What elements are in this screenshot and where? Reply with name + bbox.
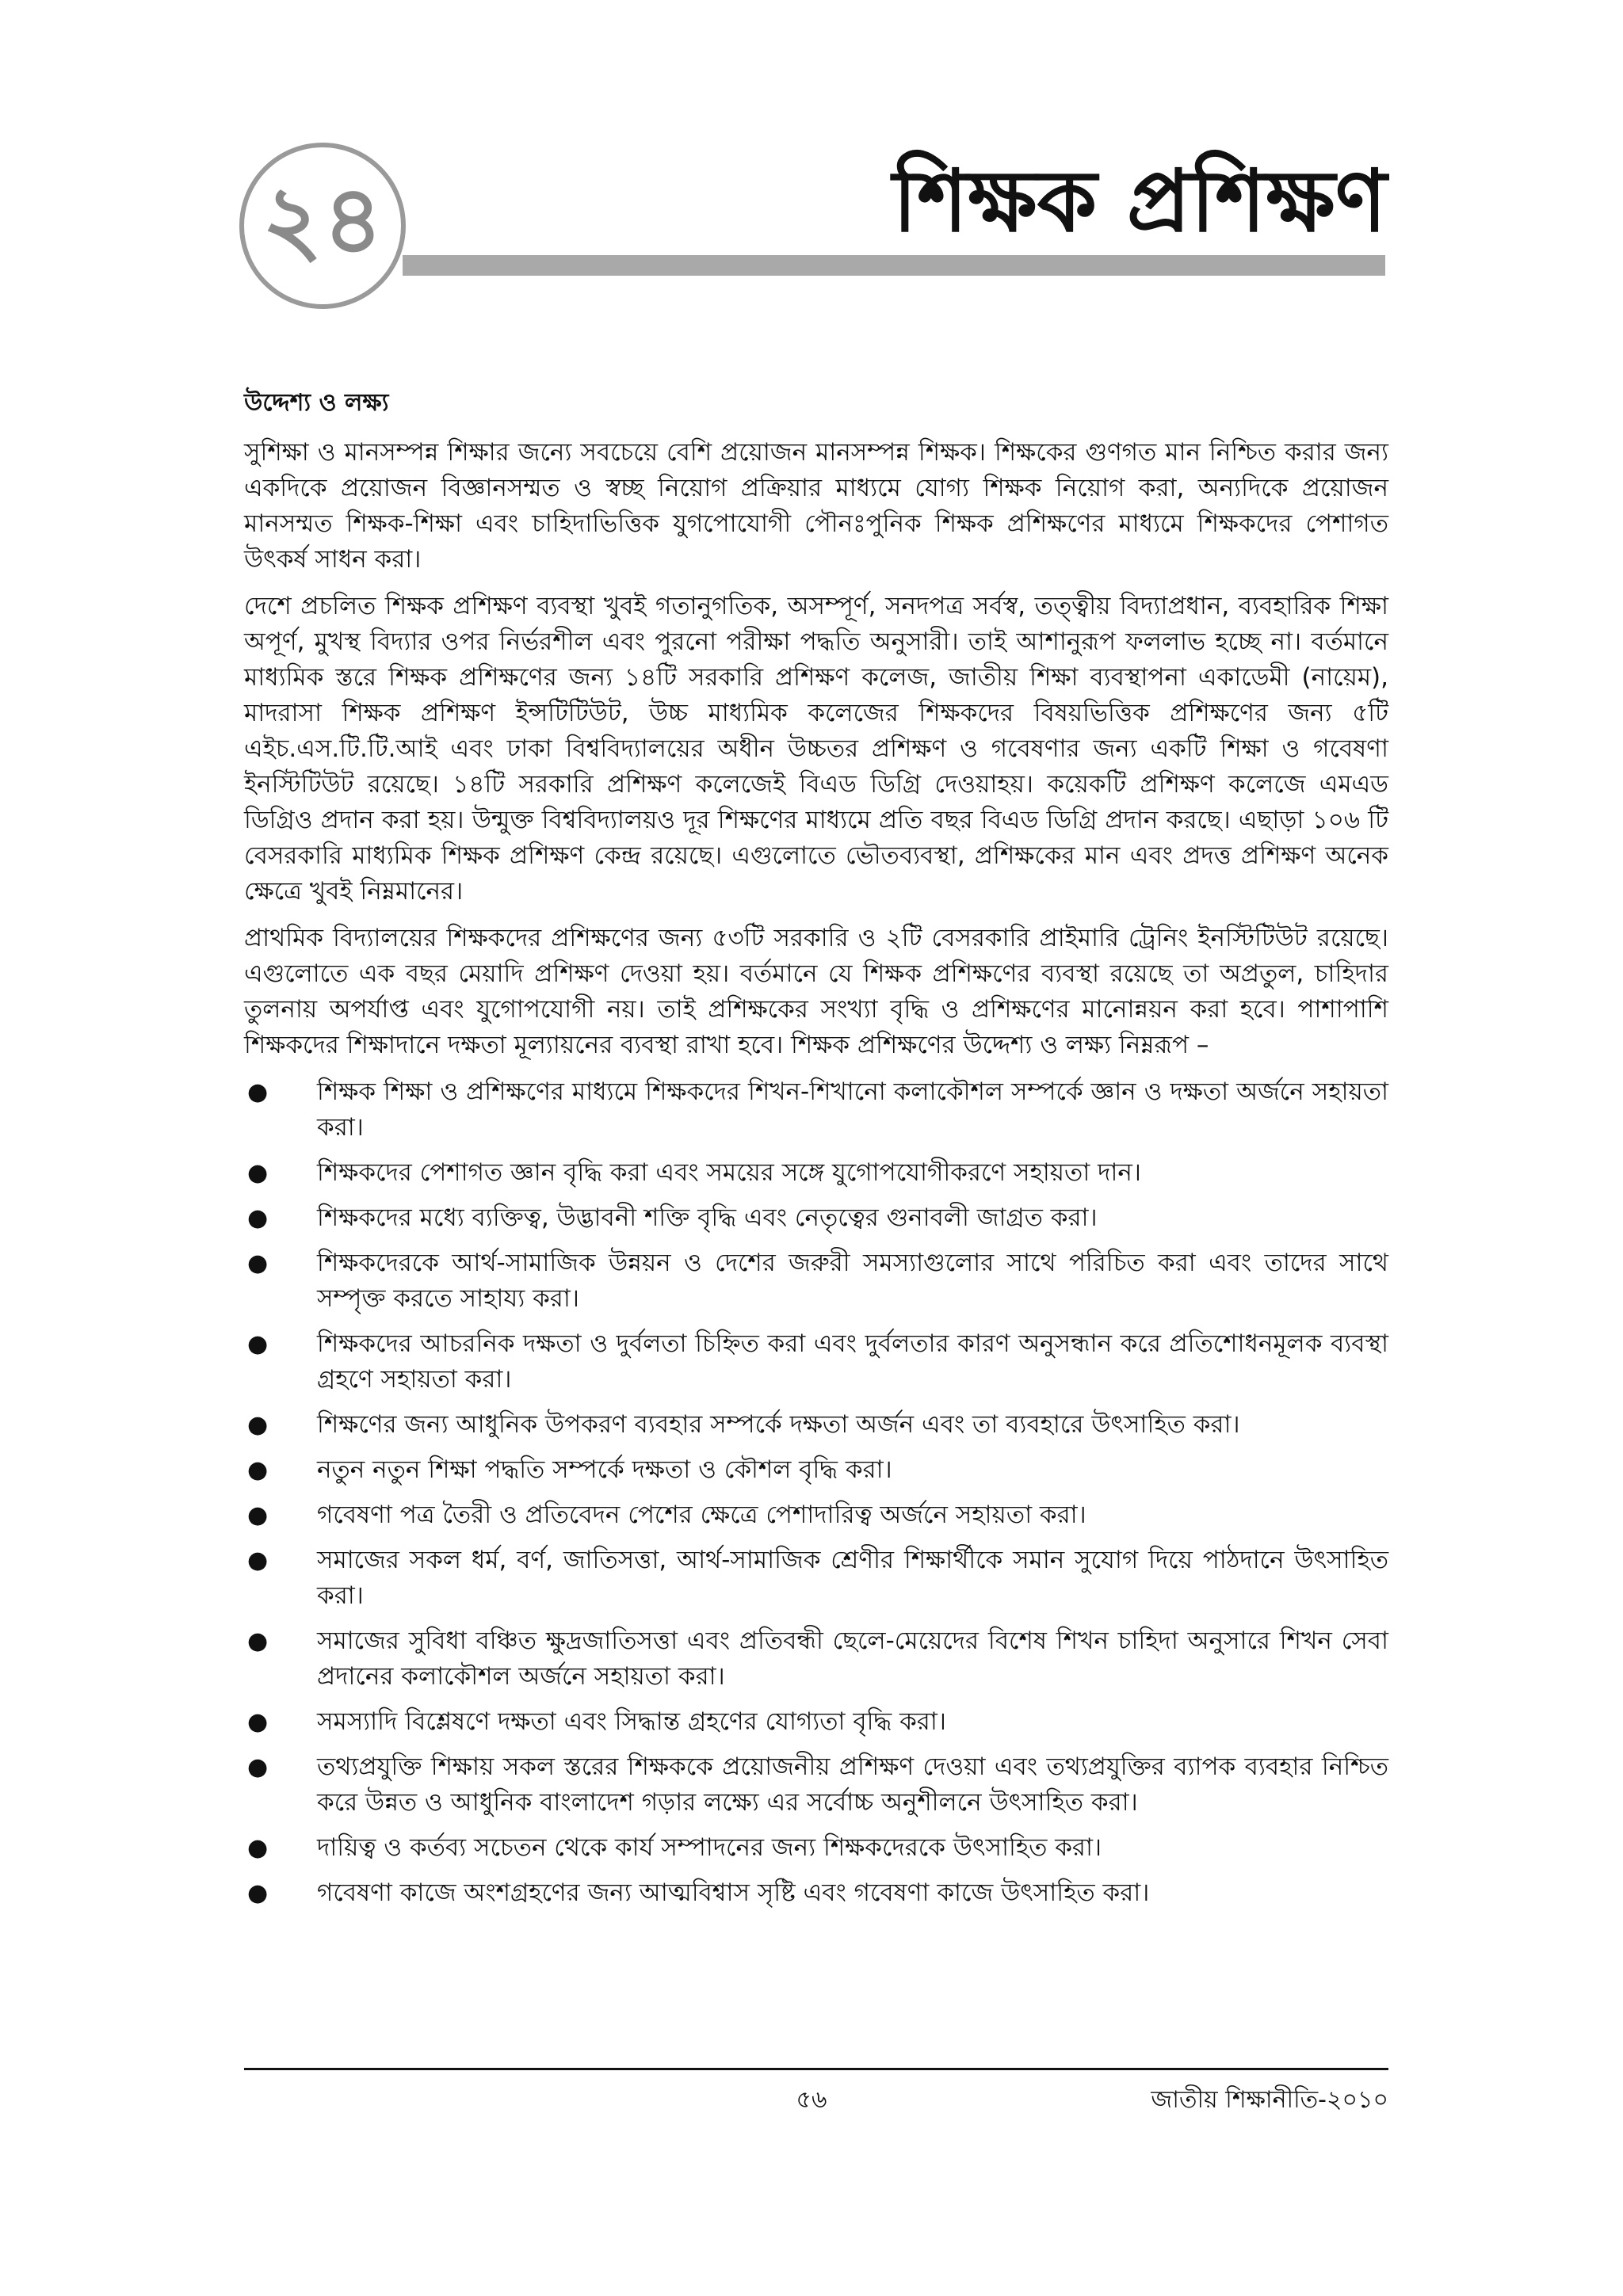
bullet-icon: ● (247, 1456, 269, 1484)
list-item-text: শিক্ষণের জন্য আধুনিক উপকরণ ব্যবহার সম্পর্কে দক্ষতা অর্জন এবং তা ব্যবহারে উৎসাহিত করা। (317, 1410, 1240, 1439)
bullet-icon: ● (247, 1078, 269, 1106)
list-item (244, 1155, 1388, 1191)
bullet-icon: ● (247, 1204, 269, 1232)
list-item (244, 1830, 1388, 1866)
list-item (244, 1245, 1388, 1317)
bullet-icon: ● (247, 1708, 269, 1736)
objectives-list (244, 1074, 1388, 1911)
list-item-text: সমস্যাদি বিশ্লেষণে দক্ষতা এবং সিদ্ধান্ত গ্রহণের যোগ্যতা বৃদ্ধি করা। (317, 1707, 946, 1736)
list-item-text: নতুন নতুন শিক্ষা পদ্ধতি সম্পর্কে দক্ষতা ও কৌশল বৃদ্ধি করা। (317, 1455, 892, 1484)
list-item-text: গবেষণা কাজে অংশগ্রহণের জন্য আত্মবিশ্বাস সৃষ্টি এবং গবেষণা কাজে উৎসাহিত করা। (317, 1878, 1150, 1907)
chapter-number: ২৪ (262, 164, 384, 274)
page-content (244, 383, 1388, 1920)
footer-divider (244, 2068, 1388, 2070)
list-item-text: সমাজের সুবিধা বঞ্চিত ক্ষুদ্রজাতিসত্তা এবং প্রতিবন্ধী ছেলে-মেয়েদের বিশেষ শিখন চাহিদা অনুসারে শিখন সেবা প্রদানের কলাকৌশল অর্জনে সহায়তা করা। (317, 1627, 1388, 1691)
list-item (244, 1623, 1388, 1695)
list-item-text: শিক্ষক শিক্ষা ও প্রশিক্ষণের মাধ্যমে শিক্ষকদের শিখন-শিখানো কলাকৌশল সম্পর্কে জ্ঞান ও দক্ষতা অর্জনে সহায়তা করা। (317, 1077, 1388, 1142)
paragraph: প্রাথমিক বিদ্যালয়ের শিক্ষকদের প্রশিক্ষণের জন্য ৫৩টি সরকারি ও ২টি বেসরকারি প্রাইমারি ট্রেনিং ইনস্টিটিউট রয়েছে। এগুলোতে এক বছর মেয়াদি প্রশিক্ষণ দেওয়া হয়। বর্তমানে যে শিক্ষক প্রশিক্ষণের ব্যবস্থা রয়েছে তা অপ্রতুল, চাহিদার তুলনায় অপর্যাপ্ত এবং যুগোপযোগী নয়। তাই প্রশিক্ষকের সংখ্যা বৃদ্ধি ও প্রশিক্ষণের মানোন্নয়ন করা হবে। পাশাপাশি শিক্ষকদের শিক্ষাদানে দক্ষতা মূল্যায়নের ব্যবস্থা রাখা হবে। শিক্ষক প্রশিক্ষণের উদ্দেশ্য ও লক্ষ্য নিম্নরূপ – (244, 924, 1388, 1059)
bullet-icon: ● (247, 1834, 269, 1862)
paragraph: দেশে প্রচলিত শিক্ষক প্রশিক্ষণ ব্যবস্থা খুবই গতানুগতিক, অসম্পূর্ণ, সনদপত্র সর্বস্ব, তত্ত্বীয় বিদ্যাপ্রধান, ব্যবহারিক শিক্ষা অপূর্ণ, মুখস্থ বিদ্যার ওপর নির্ভরশীল এবং পুরনো পরীক্ষা পদ্ধতি অনুসারী। তাই আশানুরূপ ফললাভ হচ্ছে না। বর্তমানে মাধ্যমিক স্তরে শিক্ষক প্রশিক্ষণের জন্য ১৪টি সরকারি প্রশিক্ষণ কলেজ, জাতীয় শিক্ষা ব্যবস্থাপনা একাডেমী (নায়েম), মাদরাসা শিক্ষক প্রশিক্ষণ ইন্সটিটিউট, উচ্চ মাধ্যমিক কলেজের শিক্ষকদের বিষয়ভিত্তিক প্রশিক্ষণের জন্য ৫টি এইচ.এস.টি.টি.আই এবং ঢাকা বিশ্ববিদ্যালয়ের অধীন উচ্চতর প্রশিক্ষণ ও গবেষণার জন্য একটি শিক্ষা ও গবেষণা ইনস্টিটিউট রয়েছে। ১৪টি সরকারি প্রশিক্ষণ কলেজেই বিএড ডিগ্রি দেওয়াহয়। কয়েকটি প্রশিক্ষণ কলেজে এমএড ডিগ্রিও প্রদান করা হয়। উন্মুক্ত বিশ্ববিদ্যালয়ও দূর শিক্ষণের মাধ্যমে প্রতি বছর বিএড ডিগ্রি প্রদান করছে। এছাড়া ১০৬ টি বেসরকারি মাধ্যমিক শিক্ষক প্রশিক্ষণ কেন্দ্র রয়েছে। এগুলোতে ভৌতব্যবস্থা, প্রশিক্ষকের মান এবং প্রদত্ত প্রশিক্ষণ অনেক ক্ষেত্রে খুবই নিম্নমানের। (244, 592, 1388, 906)
bullet-icon: ● (247, 1547, 269, 1574)
footer-source: জাতীয় শিক্ষানীতি-২০১০ (1151, 2086, 1388, 2114)
list-item-text: শিক্ষকদের পেশাগত জ্ঞান বৃদ্ধি করা এবং সময়ের সঙ্গে যুগোপযোগীকরণে সহায়তা দান। (317, 1158, 1141, 1187)
list-item-text: শিক্ষকদের আচরনিক দক্ষতা ও দুর্বলতা চিহ্নিত করা এবং দুর্বলতার কারণ অনুসন্ধান করে প্রতিশোধনমূলক ব্যবস্থা গ্রহণে সহায়তা করা। (317, 1329, 1388, 1394)
bullet-icon: ● (247, 1159, 269, 1187)
list-item (244, 1326, 1388, 1398)
list-item (244, 1543, 1388, 1614)
list-item (244, 1200, 1388, 1236)
list-item (244, 1749, 1388, 1821)
list-item (244, 1704, 1388, 1740)
list-item-text: দায়িত্ব ও কর্তব্য সচেতন থেকে কার্য সম্পাদনের জন্য শিক্ষকদেরকে উৎসাহিত করা। (317, 1833, 1102, 1862)
chapter-title: শিক্ষক প্রশিক্ষণ (892, 151, 1387, 251)
list-item (244, 1497, 1388, 1533)
bullet-icon: ● (247, 1879, 269, 1907)
chapter-number-badge (239, 143, 406, 309)
bullet-icon: ● (247, 1501, 269, 1529)
list-item (244, 1074, 1388, 1146)
list-item (244, 1452, 1388, 1488)
bullet-icon: ● (247, 1753, 269, 1781)
list-item (244, 1875, 1388, 1911)
bullet-icon: ● (247, 1627, 269, 1655)
section-heading: উদ্দেশ্য ও লক্ষ্য (244, 389, 389, 417)
list-item (244, 1407, 1388, 1443)
list-item-text: গবেষণা পত্র তৈরী ও প্রতিবেদন পেশের ক্ষেত্রে পেশাদারিত্ব অর্জনে সহায়তা করা। (317, 1501, 1086, 1529)
bullet-icon: ● (247, 1330, 269, 1358)
list-item-text: সমাজের সকল ধর্ম, বর্ণ, জাতিসত্তা, আর্থ-সামাজিক শ্রেণীর শিক্ষার্থীকে সমান সুযোগ দিয়ে পাঠদানে উৎসাহিত করা। (317, 1546, 1388, 1610)
page-number: ৫৬ (796, 2086, 827, 2114)
list-item-text: শিক্ষকদেরকে আর্থ-সামাজিক উন্নয়ন ও দেশের জরুরী সমস্যাগুলোর সাথে পরিচিত করা এবং তাদের সাথে সম্পৃক্ত করতে সাহায্য করা। (317, 1249, 1388, 1313)
list-item-text: শিক্ষকদের মধ্যে ব্যক্তিত্ব, উদ্ভাবনী শক্তি বৃদ্ধি এবং নেতৃত্বের গুনাবলী জাগ্রত করা। (317, 1203, 1098, 1232)
paragraph: সুশিক্ষা ও মানসম্পন্ন শিক্ষার জন্যে সবচেয়ে বেশি প্রয়োজন মানসম্পন্ন শিক্ষক। শিক্ষকের গুণগত মান নিশ্চিত করার জন্য একদিকে প্রয়োজন বিজ্ঞানসম্মত ও স্বচ্ছ নিয়োগ প্রক্রিয়ার মাধ্যমে যোগ্য শিক্ষক নিয়োগ করা, অন্যদিকে প্রয়োজন মানসম্মত শিক্ষক-শিক্ষা এবং চাহিদাভিত্তিক যুগপোযোগী পৌনঃপুনিক শিক্ষক প্রশিক্ষণের মাধ্যমে শিক্ষকদের পেশাগত উৎকর্ষ সাধন করা। (244, 438, 1388, 574)
bullet-icon: ● (247, 1411, 269, 1439)
list-item-text: তথ্যপ্রযুক্তি শিক্ষায় সকল স্তরের শিক্ষককে প্রয়োজনীয় প্রশিক্ষণ দেওয়া এবং তথ্যপ্রযুক্তির ব্যাপক ব্যবহার নিশ্চিত করে উন্নত ও আধুনিক বাংলাদেশ গড়ার লক্ষ্যে এর সর্বোচ্চ অনুশীলনে উৎসাহিত করা। (317, 1753, 1388, 1817)
bullet-icon: ● (247, 1249, 269, 1277)
